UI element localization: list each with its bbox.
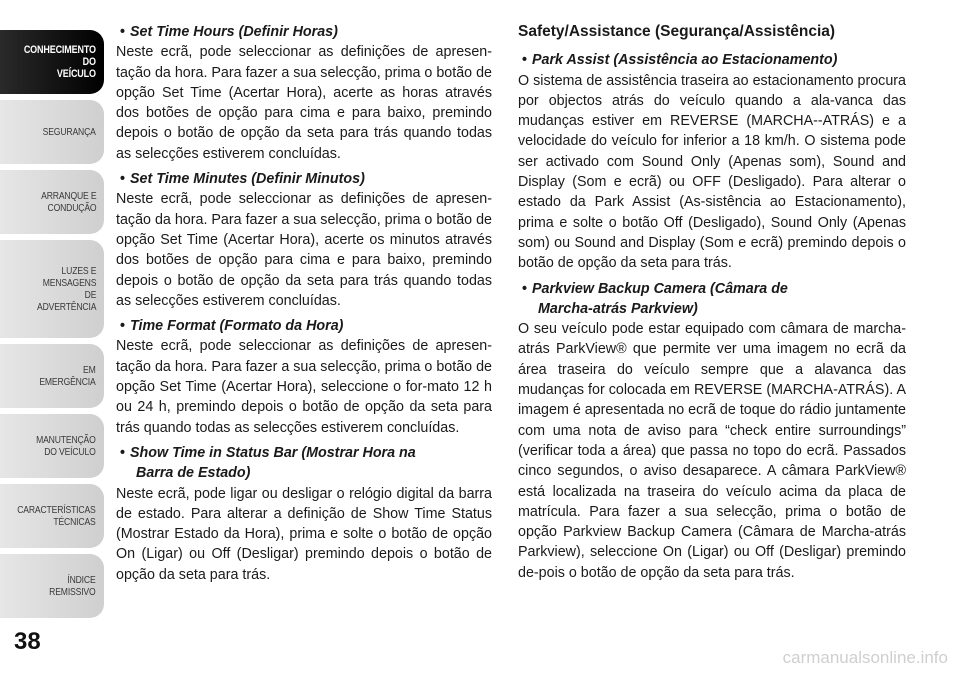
tab-em-emergencia[interactable] [0, 344, 104, 408]
bullet-heading: • Time Format (Formato da Hora) [116, 316, 492, 336]
chapter-tabs [0, 30, 104, 624]
tab-caracteristicas-tecnicas[interactable] [0, 484, 104, 548]
bullet-icon: • [120, 24, 126, 40]
setting-description: Neste ecrã, pode ligar ou desligar o relógio digital da barra de estado. Para alterar a definição de Show Time Status (Mostrar Estado da Hora), prima e solte o botão de opção On (Ligar) ou Off (Desligar) premindo depois o botão de opção da seta para trás. [116, 485, 492, 583]
setting-item [518, 50, 906, 273]
tab-label: ARRANQUE E CONDUÇÃO [40, 190, 96, 214]
setting-item [116, 22, 492, 164]
tab-label: EM EMERGÊNCIA [39, 364, 96, 388]
bullet-icon: • [120, 318, 126, 335]
tab-luzes-e-mensagens[interactable] [0, 240, 104, 338]
setting-description: Neste ecrã, pode seleccionar as definições de apresen-tação da hora. Para fazer a sua selecção, prima o botão de opção Set Time (Acertar Hora), acerte as horas através dos botões de opção para cima e para baixo, premindo depois o botão de opção da seta para trás quando todas as selecções estiverem concluídas. [116, 44, 492, 162]
bullet-heading: • Set Time Hours (Definir Horas) [116, 22, 492, 42]
setting-description: Neste ecrã, pode seleccionar as definições de apresen-tação da hora. Para fazer a sua selecção, prima o botão de opção Set Time (Acertar Hora), acerte os minutos através dos botões de opção para cima e para baixo, premindo depois o botão de opção da seta para trás quando todas as selecções estiverem concluídas. [116, 191, 492, 309]
setting-description: O seu veículo pode estar equipado com câmara de marcha-atrás ParkView® que permite ver uma imagem no ecrã da área traseira do veículo sempre que a alavanca das mudanças for colocada em REVERSE (MARCHA-ATRÁS). A imagem é apresentada no ecrã de toque do rádio juntamente com uma nota de aviso para “check entire surroundings” (verificar toda a área) que passa no topo do ecrã. Passados cinco segundos, o aviso desaparece. A câmara ParkView® está localizada na traseira do veículo acima da placa de matrícula. Para fazer a sua selecção, prima o botão de opção Parkview Backup Camera (Câmara de Marcha-atrás Parkview), seleccione On (Ligar) ou Off (Desligar) premindo de-pois o botão de opção da seta para trás. [518, 321, 906, 581]
bullet-heading: • Set Time Minutes (Definir Minutos) [116, 169, 492, 189]
tab-label: LUZES E MENSAGENS DE ADVERTÊNCIA [36, 265, 96, 313]
tab-manutencao-do-veiculo[interactable] [0, 414, 104, 478]
bullet-icon: • [522, 280, 528, 297]
bullet-icon: • [120, 171, 126, 188]
tab-arranque-e-conducao[interactable] [0, 170, 104, 234]
bullet-icon: • [120, 444, 126, 461]
tab-seguranca[interactable] [0, 100, 104, 164]
tab-label: CONHECIMENTO DO VEÍCULO [23, 44, 96, 80]
right-column [518, 22, 906, 588]
bullet-heading: • Park Assist (Assistência ao Estacionamento) [518, 50, 906, 70]
setting-item [518, 279, 906, 583]
setting-item [116, 443, 492, 585]
tab-label: SEGURANÇA [42, 126, 96, 138]
left-column [116, 22, 492, 590]
bullet-heading: • Show Time in Status Bar (Mostrar Hora na Barra de Estado) [120, 444, 416, 482]
tab-conhecimento-do-veiculo[interactable] [0, 30, 104, 94]
setting-description: O sistema de assistência traseira ao estacionamento procura por objectos atrás do veículo quando a ala-vanca das mudanças estiver em REVERSE (MARCHA--ATRÁS) e a velocidade do veículo for inferior a 18 km/h. O sistema pode ser activado com Sound Only (Apenas som), Sound and Display (Som e ecrã) ou OFF (Desligado). Para alterar o estado da Park Assist (As-sistência ao Estacionamento), prima e solte o botão Off (Desligado), Sound Only (Apenas som) ou Sound and Display (Som e ecrã) premindo depois o botão de opção da seta para trás. [518, 72, 906, 272]
bullet-heading: • Parkview Backup Camera (Câmara de Marcha-atrás Parkview) [522, 280, 788, 317]
page-number: 38 [14, 628, 41, 655]
bullet-icon: • [522, 52, 528, 69]
tab-label: ÍNDICE REMISSIVO [49, 574, 96, 598]
section-title: Safety/Assistance (Segurança/Assistência) [518, 23, 836, 40]
tab-indice-remissivo[interactable] [0, 554, 104, 618]
tab-label: CARACTERÍSTICAS TÉCNICAS [17, 504, 96, 528]
tab-label: MANUTENÇÃO DO VEÍCULO [36, 434, 96, 458]
setting-item [116, 169, 492, 311]
watermark: carmanualsonline.info [782, 648, 948, 667]
setting-item [116, 316, 492, 438]
setting-description: Neste ecrã, pode seleccionar as definições de apresen-tação da hora. Para fazer a sua selecção, prima o botão de opção Set Time (Acertar Hora), seleccione o for-mato 12 h ou 24 h, premindo depois o botão de opção da seta para trás quando todas as selecções estiverem concluídas. [116, 338, 492, 436]
